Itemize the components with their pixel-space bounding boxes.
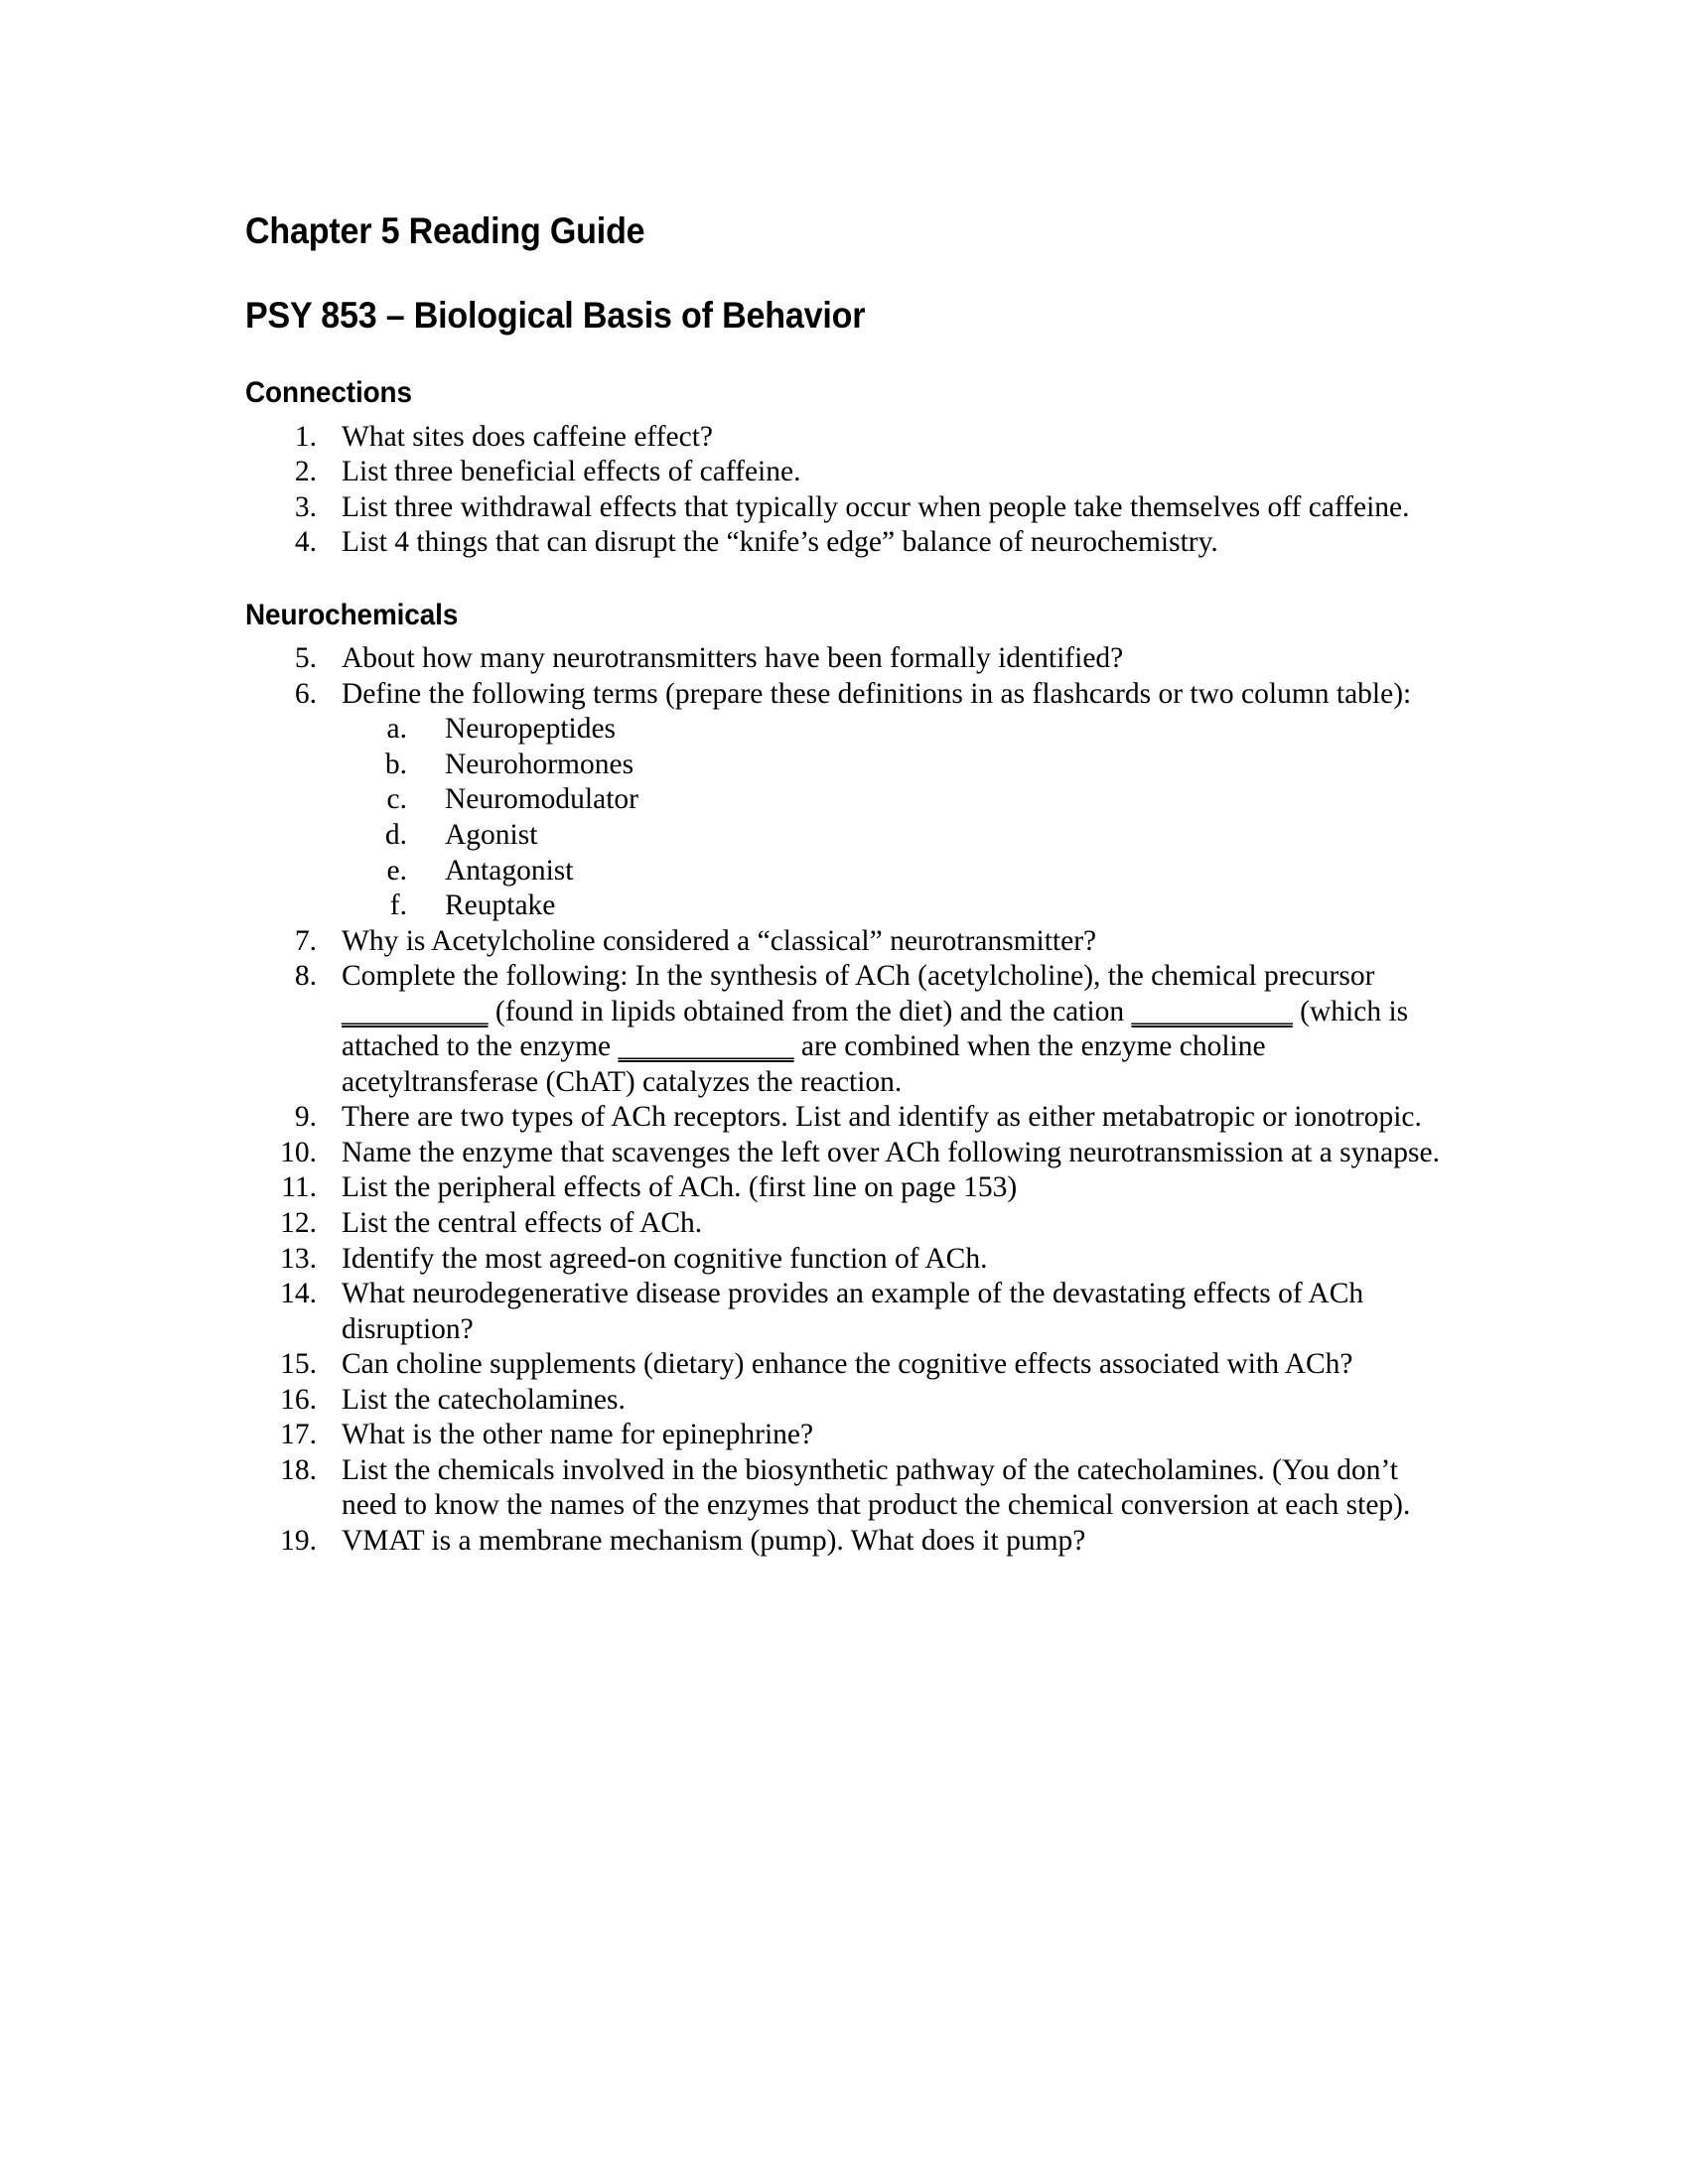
page-title: Chapter 5 Reading Guide: [245, 210, 645, 251]
list-item-number: 14.: [280, 1278, 317, 1310]
list-item: [245, 1418, 1452, 1453]
sublist-item-letter: d.: [384, 819, 407, 852]
list-item: [245, 525, 1452, 561]
list-item-text: List the central effects of ACh.: [342, 1207, 703, 1240]
list-item: [245, 420, 1452, 456]
list-item: [342, 782, 1452, 818]
list-item: [245, 1347, 1452, 1383]
list-item-number: 9.: [294, 1101, 317, 1134]
list-item: [245, 641, 1452, 677]
list-item-number: 12.: [280, 1207, 317, 1240]
sublist-item-text: Neurohormones: [445, 748, 634, 780]
list-item-number: 2.: [294, 456, 317, 488]
list-item-text: Why is Acetylcholine considered a “classical” neurotransmitter?: [342, 924, 1097, 957]
list-item-text: What is the other name for epinephrine?: [342, 1419, 814, 1451]
list-item-number: 3.: [294, 490, 317, 523]
list-item-number: 11.: [281, 1171, 317, 1204]
list-item: [342, 748, 1452, 783]
course-subtitle: PSY 853 – Biological Basis of Behavior: [245, 294, 866, 336]
list-item: [342, 818, 1452, 854]
sublist-item-letter: b.: [384, 748, 407, 780]
sublist-item-text: Agonist: [445, 819, 538, 852]
connections-list: [245, 420, 1452, 561]
list-item: [245, 1383, 1452, 1419]
list-item-number: 7.: [294, 924, 317, 957]
list-item: [245, 1100, 1452, 1136]
definition-sublist: [342, 712, 1452, 923]
list-item-text: VMAT is a membrane mechanism (pump). What does it pump?: [342, 1524, 1086, 1557]
list-item-number: 17.: [280, 1419, 317, 1451]
list-item-number: 19.: [280, 1524, 317, 1557]
section-spacer: [245, 561, 1452, 599]
list-item: [245, 1136, 1452, 1171]
list-item: [342, 854, 1452, 889]
answer-blank[interactable]: ___________: [1131, 995, 1293, 1027]
list-item-number: 13.: [280, 1242, 317, 1275]
list-item-text: List 4 things that can disrupt the “knife’s edge” balance of neurochemistry.: [342, 526, 1218, 559]
section-heading-neurochemicals: Neurochemicals: [245, 598, 459, 631]
list-item: [342, 712, 1452, 748]
list-item-number: 15.: [280, 1348, 317, 1381]
sublist-item-letter: f.: [389, 889, 407, 922]
list-item-text: List the peripheral effects of ACh. (first line on page 153): [342, 1171, 1018, 1204]
list-item: [245, 1206, 1452, 1242]
neurochemicals-list: [245, 641, 1452, 1559]
list-item: [245, 1170, 1452, 1206]
sublist-item-text: Neuromodulator: [445, 783, 638, 816]
list-item: [245, 1242, 1452, 1278]
list-item-number: 4.: [294, 526, 317, 559]
list-item-text: List three beneficial effects of caffeine.: [342, 456, 801, 488]
list-item: [245, 1277, 1452, 1347]
list-item-text: About how many neurotransmitters have been formally identified?: [342, 642, 1124, 675]
list-item: [245, 1524, 1452, 1560]
list-item-text: are combined when the enzyme choline acetyltransferase (ChAT) catalyzes the reaction.: [342, 1030, 1266, 1098]
sublist-item-letter: e.: [386, 854, 407, 887]
list-item: [245, 677, 1452, 924]
list-item-text: What sites does caffeine effect?: [342, 420, 714, 453]
list-item-text: (which is attached to the enzyme: [342, 995, 1409, 1063]
answer-blank[interactable]: __________: [342, 995, 489, 1027]
list-item: [342, 888, 1452, 924]
sublist-item-letter: a.: [386, 713, 407, 746]
sublist-item-letter: c.: [386, 783, 407, 816]
list-item-number: 8.: [294, 960, 317, 993]
list-item: [245, 959, 1452, 1100]
list-item-number: 10.: [280, 1136, 317, 1168]
list-item-text: Complete the following: In the synthesis of ACh (acetylcholine), the chemical precursor: [342, 960, 1375, 993]
document-body: [245, 210, 1452, 1560]
list-item-text: There are two types of ACh receptors. List and identify as either metabatropic or ionotropic.: [342, 1101, 1422, 1134]
list-item-number: 5.: [294, 642, 317, 675]
sublist-item-text: Neuropeptides: [445, 713, 617, 746]
list-item-number: 1.: [294, 420, 317, 453]
list-item-text: Name the enzyme that scavenges the left over ACh following neurotransmission at a synapse.: [342, 1136, 1440, 1168]
list-item-text: Identify the most agreed-on cognitive function of ACh.: [342, 1242, 988, 1275]
answer-blank[interactable]: ____________: [618, 1030, 794, 1063]
list-item-text: List three withdrawal effects that typically occur when people take themselves off caffeine.: [342, 490, 1410, 523]
list-item: [245, 455, 1452, 490]
list-item-number: 6.: [294, 677, 317, 710]
section-heading-connections: Connections: [245, 376, 412, 410]
sublist-item-text: Reuptake: [445, 889, 556, 922]
list-item-number: 16.: [280, 1383, 317, 1416]
list-item-text: (found in lipids obtained from the diet) and the cation: [488, 995, 1132, 1027]
list-item-text: What neurodegenerative disease provides an example of the devastating effects of ACh disruption?: [342, 1278, 1364, 1345]
list-item-text: Define the following terms (prepare these definitions in as flashcards or two column table):: [342, 677, 1412, 710]
list-item-text: List the catecholamines.: [342, 1383, 626, 1416]
list-item-text: Can choline supplements (dietary) enhance the cognitive effects associated with ACh?: [342, 1348, 1353, 1381]
fill-in-blank-item: [342, 959, 1452, 1100]
list-item: [245, 924, 1452, 960]
list-item-number: 18.: [280, 1453, 317, 1486]
sublist-item-text: Antagonist: [445, 854, 574, 887]
list-item: [245, 1453, 1452, 1524]
list-item: [245, 490, 1452, 526]
list-item-text: List the chemicals involved in the biosynthetic pathway of the catecholamines. (You don’t need to know the names of the enzymes that product the chemical conversion at each step).: [342, 1453, 1411, 1522]
